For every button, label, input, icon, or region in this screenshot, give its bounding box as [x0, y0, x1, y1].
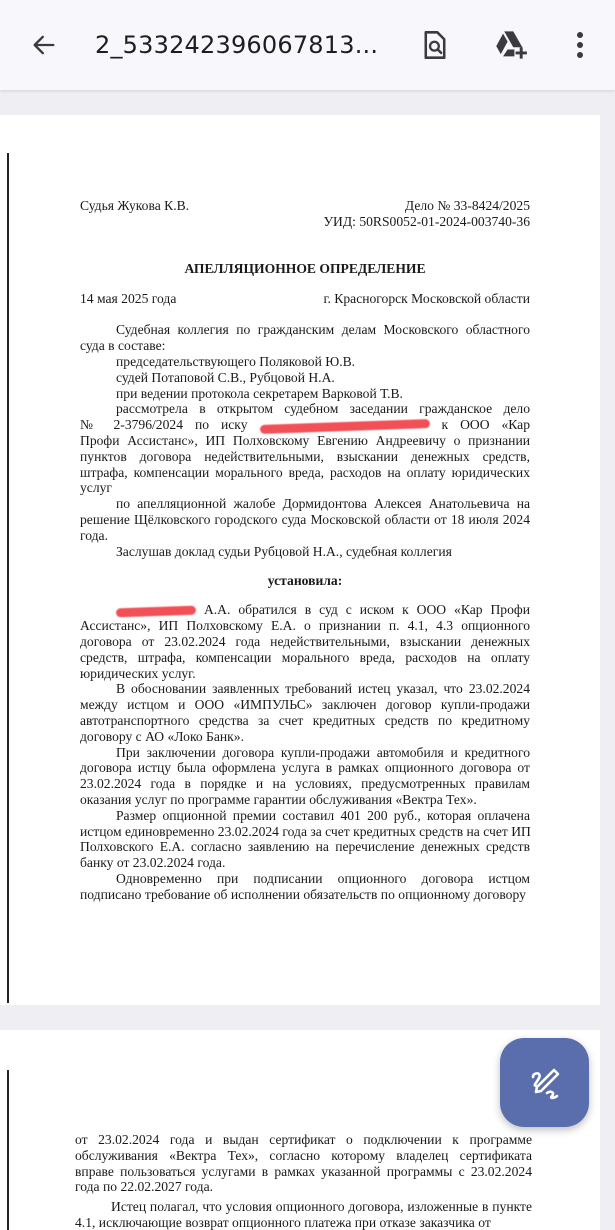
text-segment: пунктов договора недействительными, взыскании денежных средств, — [80, 448, 530, 464]
text-line — [80, 760, 530, 776]
text-line — [80, 745, 530, 761]
text-segment: председательствующего Поляковой Ю.В. — [116, 353, 356, 369]
text-segment: Судебная коллегия по гражданским делам Московского областного — [116, 322, 530, 338]
text-line — [80, 602, 530, 618]
text-segment: 23.02.2024 года в порядке и на условиях, предусмотренных правилам — [80, 776, 530, 792]
text-segment: вправе пользоваться услугами в рамках указанной программы с 23.02.2024 — [75, 1163, 532, 1179]
text-line — [80, 618, 530, 634]
text-segment: При заключении договора купли-продажи автомобиля и кредитного — [116, 744, 530, 760]
text-line — [80, 433, 530, 449]
page-2-content — [75, 1132, 532, 1230]
text-line — [80, 729, 530, 745]
page-1-content — [80, 198, 530, 902]
text-line — [75, 1179, 532, 1195]
text-line — [80, 808, 530, 824]
document-heading: АПЕЛЛЯЦИОННОЕ ОПРЕДЕЛЕНИЕ — [184, 260, 426, 276]
case-uid: УИД: 50RS0052-01-2024-003740-36 — [323, 213, 530, 229]
text-line — [80, 370, 530, 386]
intro-paragraphs — [80, 322, 530, 559]
text-segment: средств, штрафа, компенсации морального вреда, расходов на оплату — [80, 649, 530, 665]
file-search-icon — [421, 30, 449, 60]
text-segment: рассмотрела в открытом судебном заседании гражданское дело — [116, 401, 530, 417]
text-line — [80, 666, 530, 682]
text-segment: при ведении протокола секретарем Варковой Т.В. — [116, 385, 403, 401]
text-line — [80, 871, 530, 887]
findings-paragraphs — [80, 602, 530, 902]
text-line — [80, 776, 530, 792]
redaction-mark — [116, 605, 196, 617]
annotate-pen-icon — [525, 1063, 565, 1103]
text-line — [80, 417, 530, 433]
text-line — [80, 650, 530, 666]
text-line — [75, 1148, 532, 1164]
continuation-paragraph — [75, 1132, 532, 1195]
text-segment: между истцом и ООО «ИМПУЛЬС» заключен договор купли-продажи — [80, 697, 530, 713]
section-heading: установила: — [267, 573, 343, 589]
text-segment: оказания услуг по программе гарантии обслуживания «Вектра Тех». — [80, 791, 477, 807]
text-line — [80, 449, 530, 465]
text-segment: автотранспортного средства за счет кредитных средств по кредитному — [80, 712, 530, 728]
text-segment: Размер опционной премии составил 401 200 руб., которая оплачена — [116, 807, 530, 823]
text-line — [80, 855, 530, 871]
text-line — [80, 354, 530, 370]
text-segment: от 23.02.2024 года и выдан сертификат о подключении к программе — [75, 1132, 532, 1147]
text-line — [80, 465, 530, 481]
text-line — [75, 1164, 532, 1180]
text-segment: Профи Ассистанс», ИП Полховскому Евгению Андреевичу о признании — [80, 432, 530, 448]
text-segment: Полховского Е.А. согласно заявлению на перечисление денежных средств — [80, 839, 530, 855]
text-segment: 4.1, исключающие возврат опционного платежа при отказе заказчика от — [75, 1214, 491, 1230]
text-line — [80, 713, 530, 729]
text-segment: Заслушав доклад судьи Рубцовой Н.А., судебная коллегия — [116, 543, 452, 559]
text-line — [80, 681, 530, 697]
text-line — [80, 824, 530, 840]
text-segment: В обосновании заявленных требований истец указал, что 23.02.2024 — [116, 681, 530, 697]
redaction-mark — [259, 419, 429, 434]
text-segment: Истец полагал, что условия опционного договора, изложенные в пункте — [111, 1199, 532, 1215]
text-line — [80, 496, 530, 512]
back-button[interactable] — [26, 27, 62, 63]
judge-name: Судья Жукова К.В. — [80, 198, 190, 213]
text-line — [80, 887, 530, 903]
page-2-paragraphs — [75, 1199, 532, 1230]
text-line — [75, 1132, 532, 1148]
text-segment: договора от 23.02.2024 года недействительными, взыскании денежных — [80, 633, 530, 649]
text-segment: подписано требование об исполнении обязательств по опционному договору — [80, 886, 526, 902]
text-line — [80, 839, 530, 855]
text-line — [80, 544, 530, 560]
text-segment: юридических услуг. — [80, 665, 196, 681]
save-to-drive-button[interactable] — [493, 27, 529, 63]
text-line — [80, 386, 530, 402]
text-line — [80, 792, 530, 808]
text-line — [80, 322, 530, 338]
document-date: 14 мая 2025 года — [80, 290, 177, 306]
file-name: 2_533242396067813... — [95, 31, 379, 59]
text-segment: № 2-3796/2024 по иску — [80, 417, 248, 433]
text-line — [80, 634, 530, 650]
text-segment: Одновременно при подписании опционного договора истцом — [116, 870, 530, 886]
text-segment: договора истцу была оформлена услуга в рамках опционного договора от — [80, 760, 530, 776]
drive-add-icon — [494, 29, 528, 61]
text-segment: к ООО «Кар — [441, 417, 531, 433]
text-segment: услуг — [80, 480, 112, 496]
text-segment: по апелляционной жалобе Дормидонтова Алексея Анатольевича на — [116, 496, 530, 512]
text-segment: обслуживания «Вектра Тех», согласно которому владелец сертификата — [75, 1147, 532, 1163]
text-segment: штрафа, компенсации морального вреда, расходов на оплату юридических — [80, 464, 530, 480]
text-line — [75, 1199, 532, 1215]
text-line — [80, 512, 530, 528]
text-segment: года по 22.02.2027 года. — [75, 1179, 214, 1195]
text-segment: решение Щёлковского городского суда Московской области от 18 июля 2024 — [80, 511, 530, 527]
text-segment: договору с АО «Локо Банк». — [80, 728, 244, 744]
text-line — [80, 528, 530, 544]
more-vert-icon — [575, 30, 585, 60]
text-segment: банку от 23.02.2024 года. — [80, 855, 226, 871]
text-line — [80, 401, 530, 417]
text-line — [75, 1215, 532, 1230]
scan-edge — [7, 1070, 9, 1230]
document-page-1 — [0, 115, 600, 1005]
text-segment: года. — [80, 527, 108, 543]
case-number: Дело № 33-8424/2025 — [404, 198, 530, 213]
text-segment: судей Потаповой С.В., Рубцовой Н.А. — [116, 369, 335, 385]
document-place: г. Красногорск Московской области — [323, 290, 530, 306]
text-segment: А.А. обратился в суд с иском к ООО «Кар Профи — [203, 602, 530, 618]
text-line — [80, 697, 530, 713]
app-bar — [0, 0, 615, 90]
arrow-back-icon — [30, 31, 58, 59]
text-line — [80, 480, 530, 496]
text-segment: истцом единовременно 23.02.2024 года за счет кредитных средств на счет ИП — [80, 823, 531, 839]
annotate-button[interactable] — [500, 1038, 589, 1127]
text-segment: суда в составе: — [80, 338, 166, 354]
scan-edge — [7, 153, 9, 1003]
text-line — [80, 338, 530, 354]
text-segment: Ассистанс», ИП Полховскому Е.А. о признании п. 4.1, 4.3 опционного — [80, 618, 530, 634]
search-in-file-button[interactable] — [417, 27, 453, 63]
more-options-button[interactable] — [562, 27, 598, 63]
